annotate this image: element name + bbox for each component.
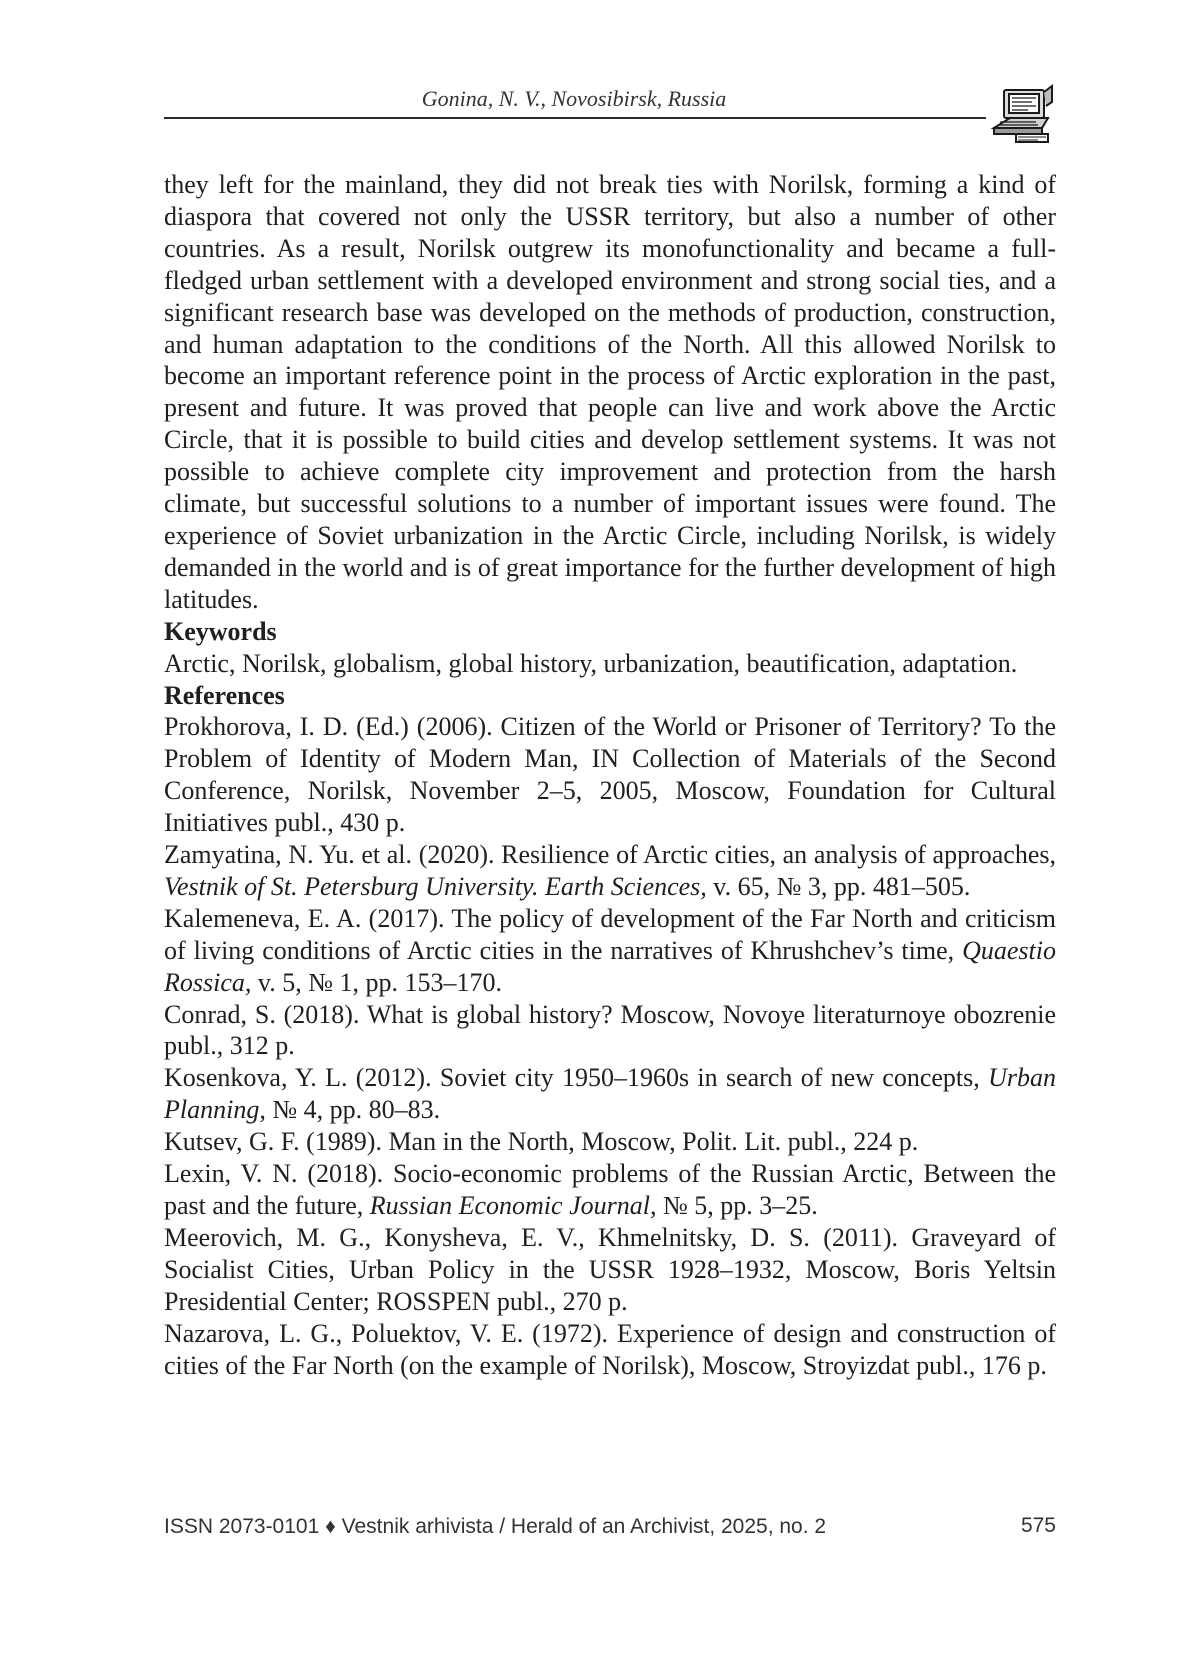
running-header: Gonina, N. V., Novosibirsk, Russia — [421, 86, 727, 111]
page-number: 575 — [1020, 1514, 1056, 1537]
footer-citation: ISSN 2073-0101 ♦ Vestnik arhivista / Herald of an Archivist, 2025, no. 2 — [164, 1515, 827, 1538]
reference-item: Kutsev, G. F. (1989). Man in the North, Moscow, Polit. Lit. publ., 224 p. — [164, 1127, 919, 1157]
reference-item: Prokhorova, I. D. (Ed.) (2006). Citizen of the World or Prisoner of Territory? To the Problem of Identity of Modern Man, IN Collection of Materials of the Second Conference, Norilsk, November 2–5, 2005, Moscow, Foundation for Cultural Initiatives publ., 430 p. — [164, 712, 1056, 838]
references-heading: References — [164, 680, 285, 710]
keywords-heading: Keywords — [164, 616, 277, 646]
journal-title: Urban Planning, — [164, 1063, 1056, 1125]
references-list — [164, 711, 1056, 1381]
journal-title: Vestnik of St. Petersburg University. Earth Sciences, — [164, 871, 707, 901]
reference-item: Zamyatina, N. Yu. et al. (2020). Resilience of Arctic cities, an analysis of approaches, Vestnik of St. Petersburg University. Earth Sciences, v. 65, № 3, pp. 481–505. — [164, 840, 1056, 901]
computer-emblem-icon — [990, 84, 1056, 146]
reference-item: Nazarova, L. G., Poluektov, V. E. (1972). Experience of design and construction of cities of the Far North (on the example of Norilsk), Moscow, Stroyizdat publ., 176 p. — [164, 1318, 1056, 1380]
reference-item: Kosenkova, Y. L. (2012). Soviet city 1950–1960s in search of new concepts, Urban Planning, № 4, pp. 80–83. — [164, 1063, 1056, 1125]
keywords-text: Arctic, Norilsk, globalism, global history, urbanization, beautification, adaptation. — [164, 648, 1018, 678]
reference-item: Kalemeneva, E. A. (2017). The policy of development of the Far North and criticism of living conditions of Arctic cities in the narratives of Khrushchev’s time, Quaestio Rossica, v. 5, № 1, pp. 153–170. — [164, 903, 1056, 997]
page-body — [164, 169, 1056, 1381]
journal-title: Russian Economic Journal, — [369, 1191, 657, 1220]
reference-item: Meerovich, M. G., Konysheva, E. V., Khmelnitsky, D. S. (2011). Graveyard of Socialist Cities, Urban Policy in the USSR 1928–1932, Moscow, Boris Yeltsin Presidential Center; ROSSPEN publ., 270 p. — [164, 1222, 1056, 1316]
abstract-continuation: they left for the mainland, they did not break ties with Norilsk, forming a kind of diaspora that covered not only the USSR territory, but also a number of other countries. As a result, Norilsk outgrew its monofunctionality and became a full-fledged urban settlement with a developed environment and strong social ties, and a significant research base was developed on the methods of production, construction, and human adaptation to the conditions of the North. All this allowed Norilsk to become an important reference point in the process of Arctic exploration in the past, present and future. It was proved that people can live and work above the Arctic Circle, that it is possible to build cities and develop settlement systems. It was not possible to achieve complete city improvement and protection from the harsh climate, but successful solutions to a number of important issues were found. The experience of Soviet urbanization in the Arctic Circle, including Norilsk, is widely demanded in the world and is of great importance for the further development of high latitudes. — [164, 170, 1056, 614]
header-rule — [164, 117, 986, 119]
journal-title: Quaestio Rossica, — [164, 935, 1056, 997]
reference-item: Conrad, S. (2018). What is global history? Moscow, Novoye literaturnoye obozrenie publ., 312 p. — [164, 999, 1056, 1061]
reference-item: Lexin, V. N. (2018). Socio-economic problems of the Russian Arctic, Between the past and the future, Russian Economic Journal, № 5, pp. 3–25. — [164, 1159, 1056, 1220]
